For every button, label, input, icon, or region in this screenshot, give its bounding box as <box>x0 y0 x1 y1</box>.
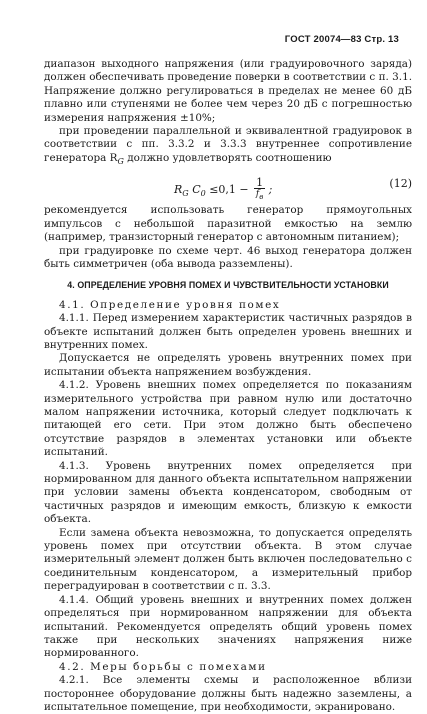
paragraph <box>44 125 412 168</box>
subscript: G <box>117 156 124 166</box>
subsection-title: 4.1. Определение уровня помех <box>59 298 281 311</box>
formula-den-sub: в <box>259 193 264 202</box>
formula-den-var: f <box>255 189 260 200</box>
paragraph: 4.1.2. Уровень внешних помех определяется по показаниям измерительного устройства при равном нулю или достаточно малом напряжении источника, который следует подключать к питающей его сети. При этом должно быть обеспечено отсутствие разрядов в элементах установки или объекте испытаний. <box>44 379 412 459</box>
paragraph: 4.1.4. Общий уровень внешних и внутренних помех должен определяться при нормированном напряжении для объекта испытаний. Рекомендуется определять общий уровень помех также при нескольких значениях напряжения ниже нормированного. <box>44 593 412 660</box>
text-span: при проведении параллельной и эквивалентной градуировок в соответствии с пп. 3.3.2 и 3.3.3 внутреннее сопротивление генератора R <box>44 125 412 164</box>
page-header: ГОСТ 20074—83 Стр. 13 <box>284 34 399 45</box>
formula-mid-sub: 0 <box>200 189 206 199</box>
paragraph: Допускается не определять уровень внутренних помех при испытании объекта напряжением возбуждения. <box>44 352 412 378</box>
paragraph: 4.1.1. Перед измерением характеристик частичных разрядов в объекте испытаний должен быть определен уровень внешних и внутренних помех. <box>44 312 412 351</box>
formula-lhs-sub: G <box>182 189 189 199</box>
formula-relation: ≤0,1 − <box>209 183 249 197</box>
page-content <box>44 58 412 714</box>
paragraph: 4.1.3. Уровень внутренних помех определяется при нормированном для данного объекта испытательном напряжении при условии замены объекта конденсатором, свободным от частичных разрядов и имеющим емкость, близкую к емкости объекта. <box>44 459 412 526</box>
paragraph: диапазон выходного напряжения (или градуировочного заряда) должен обеспечивать проведение поверки в соответствии с п. 3.1. Напряжение должно регулироваться в пределах не менее 60 дБ плавно или ступенями не более чем через 20 дБ с погрешностью измерения напряжения ±10%; <box>44 58 412 124</box>
paragraph: при градуировке по схеме черт. 46 выход генератора должен быть симметричен (оба вывода разземлены). <box>44 244 412 270</box>
formula-numerator: 1 <box>256 176 264 190</box>
subsection-title: 4.2. Меры борьбы с помехами <box>59 660 267 673</box>
text-span: должно удовлетворять соотношению <box>127 151 332 164</box>
paragraph: рекомендуется использовать генератор прямоугольных импульсов с небольшой паразитной емкостью на землю (например, транзисторный генератор с автономным питанием); <box>44 204 412 244</box>
section-title: 4. ОПРЕДЕЛЕНИЕ УРОВНЯ ПОМЕХ И ЧУВСТВИТЕЛЬНОСТИ УСТАНОВКИ <box>67 280 389 291</box>
formula-fraction <box>254 177 265 203</box>
formula-expression <box>174 177 272 203</box>
equation-number: (12) <box>389 177 412 191</box>
formula-lhs: R <box>174 183 183 197</box>
paragraph: Если замена объекта невозможна, то допускается определять уровень помех при отсутствии объекта. В этом случае измерительный элемент должен быть включен последовательно с соединительным конденсатором, а измерительный прибор переградуирован в соответствии с п. 3.3. <box>44 526 412 593</box>
formula-denominator <box>254 189 265 203</box>
paragraph: 4.2.1. Все элементы схемы и расположенное вблизи постороннее оборудование должны быть надежно заземлены, а испытательное помещение, при необходимости, экранировано. <box>44 674 412 713</box>
formula-mid: C <box>192 183 201 197</box>
formula-tail: ; <box>268 183 273 197</box>
formula-12 <box>44 171 412 201</box>
